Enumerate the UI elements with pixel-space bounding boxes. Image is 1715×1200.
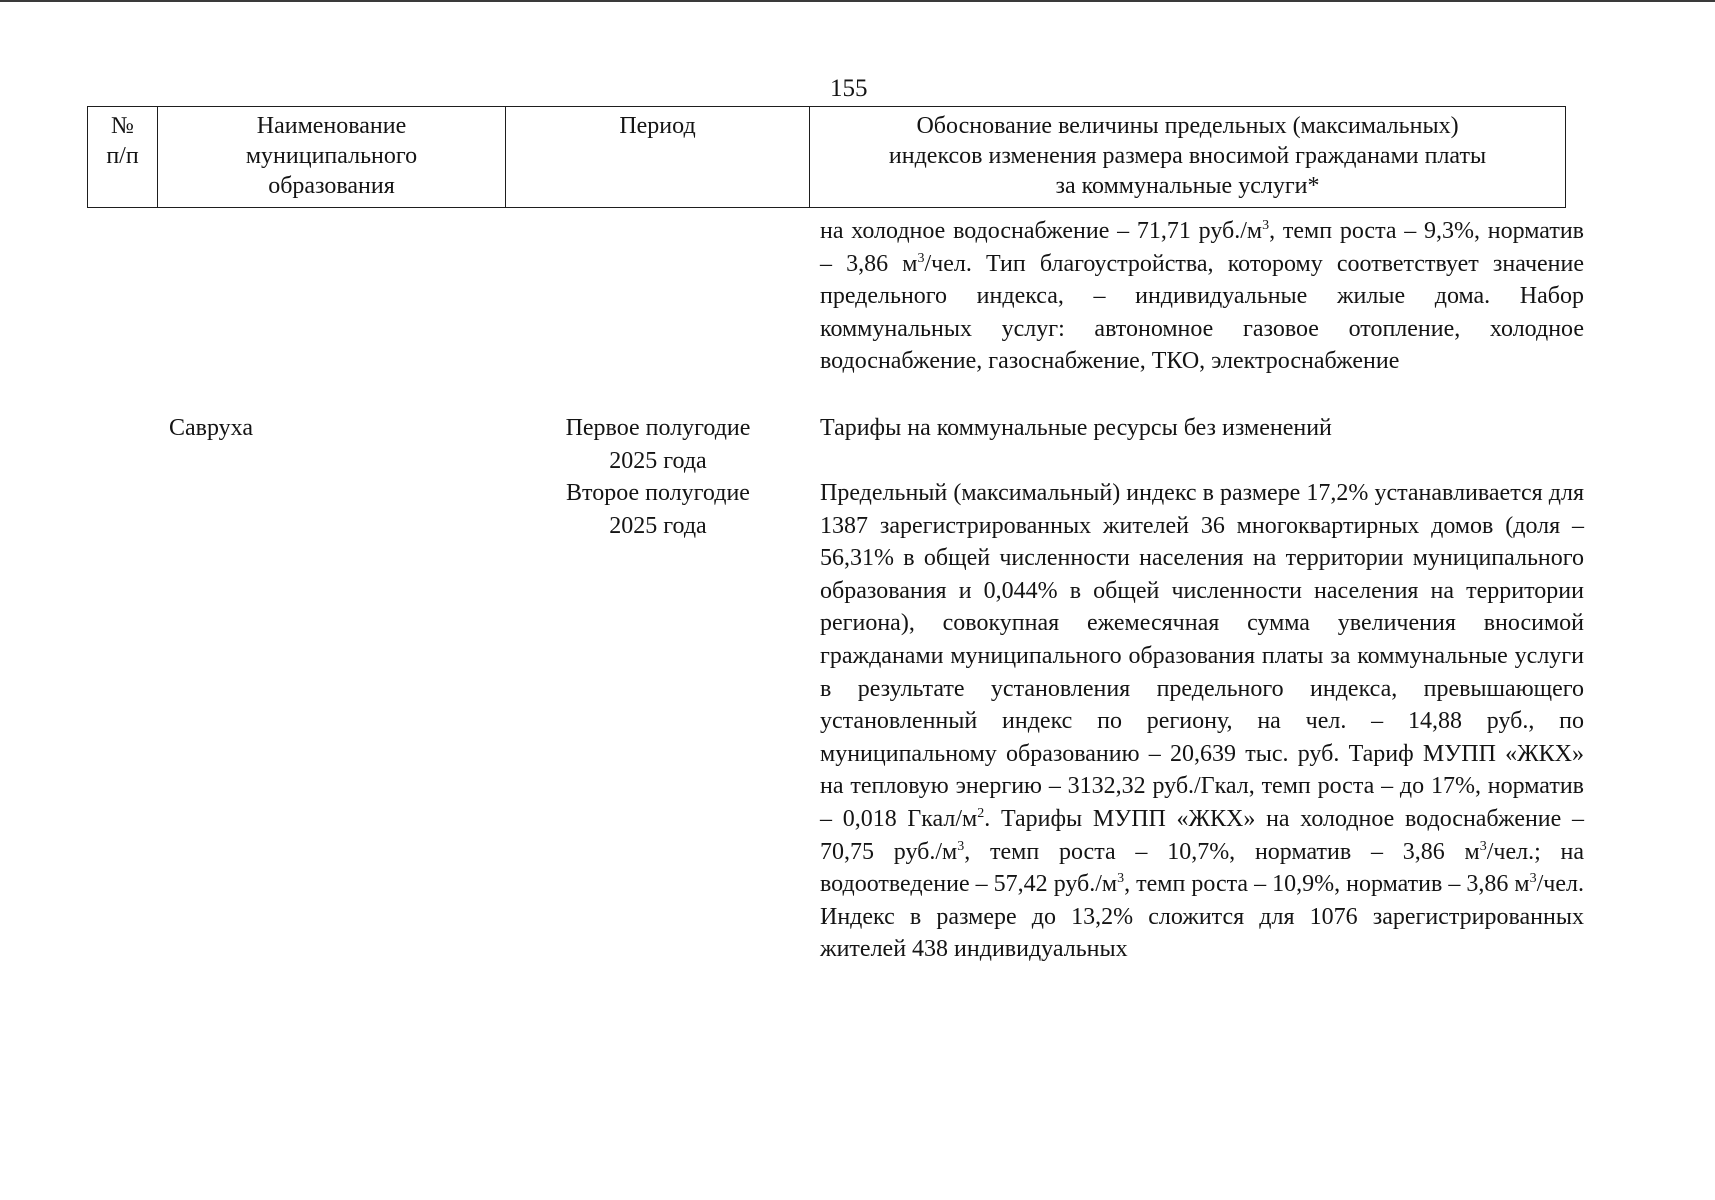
justification-text-part: /чел. Индекс в размере до 13,2% сложится для 1076 зарегистрированных жителей 438 индивидуальных (820, 871, 1584, 963)
column-header-justification (810, 107, 1566, 208)
column-header-period (506, 107, 810, 208)
superscript: 3 (1479, 838, 1487, 854)
top-border-line (0, 0, 1715, 2)
superscript: 3 (957, 838, 965, 854)
justification-text-part: . Тарифы МУПП «ЖКХ» на холодное водоснабжение – 70,75 руб./м (820, 805, 1584, 865)
justification-text-part: Предельный (максимальный) индекс в размере 17,2% устанавливается для 1387 зарегистрированных жителей 36 многоквартирных домов (доля – 56,31% в общей численности населения на территории муниципального образования и 0,044% в общей численности населения на территории региона), совокупная ежемесячная сумма увеличения вносимой гражданами муниципального образования платы за коммунальные услуги в результате установления предельного индекса, превышающего установленный индекс по региону, на чел. – 14,88 руб., по муниципальному образованию – 20,639 тыс. руб. Тариф МУПП «ЖКХ» на тепловую энергию – 3132,32 руб./Гкал, темп роста – до 17%, норматив – 0,018 Гкал/м (820, 480, 1584, 832)
justification-first-half: Тарифы на коммунальные ресурсы без изменений (820, 415, 1332, 441)
page-number: 155 (830, 75, 868, 102)
table-header (87, 106, 1566, 208)
superscript: 3 (1117, 871, 1125, 887)
column-header-number-label: № п/п (106, 113, 139, 169)
period-first-half: Первое полугодие 2025 года (565, 415, 751, 474)
municipality-name: Савруха (169, 415, 254, 441)
column-header-period-label: Период (619, 113, 696, 139)
superscript: 3 (917, 250, 925, 266)
superscript: 3 (1262, 218, 1270, 233)
justification-text-part: на холодное водоснабжение – 71,71 руб./м (820, 218, 1263, 244)
column-header-name-label: Наименование муниципального образования (245, 113, 418, 199)
period-second-half: Второе полугодие 2025 года (566, 480, 750, 539)
column-header-name (158, 107, 506, 208)
justification-text-part: , темп роста – 9,3%, норматив – 3,86 м (820, 218, 1584, 277)
superscript: 2 (977, 805, 985, 821)
superscript: 3 (1529, 871, 1537, 887)
table-header-row (88, 107, 1566, 208)
justification-text-part: /чел. Тип благоустройства, которому соответствует значение предельного индекса, – индивидуальные жилые дома. Набор коммунальных услуг: автономное газовое отопление, холодное водоснабжение, газоснабжение, ТКО, электроснабжение (820, 250, 1585, 375)
justification-text-part: /чел.; на водоотведение – 57,42 руб./м (820, 838, 1585, 898)
justification-text-part: , темп роста – 10,9%, норматив – 3,86 м (1124, 871, 1530, 898)
justification-second-half (820, 477, 1584, 966)
justification-text-part: , темп роста – 10,7%, норматив – 3,86 м (964, 838, 1480, 865)
column-header-number (88, 107, 158, 208)
justification-continued-text (820, 215, 1584, 378)
column-header-justification-label: Обоснование величины предельных (максимальных) индексов изменения размера вносимой гражданами платы за коммунальные услуги* (888, 113, 1487, 199)
